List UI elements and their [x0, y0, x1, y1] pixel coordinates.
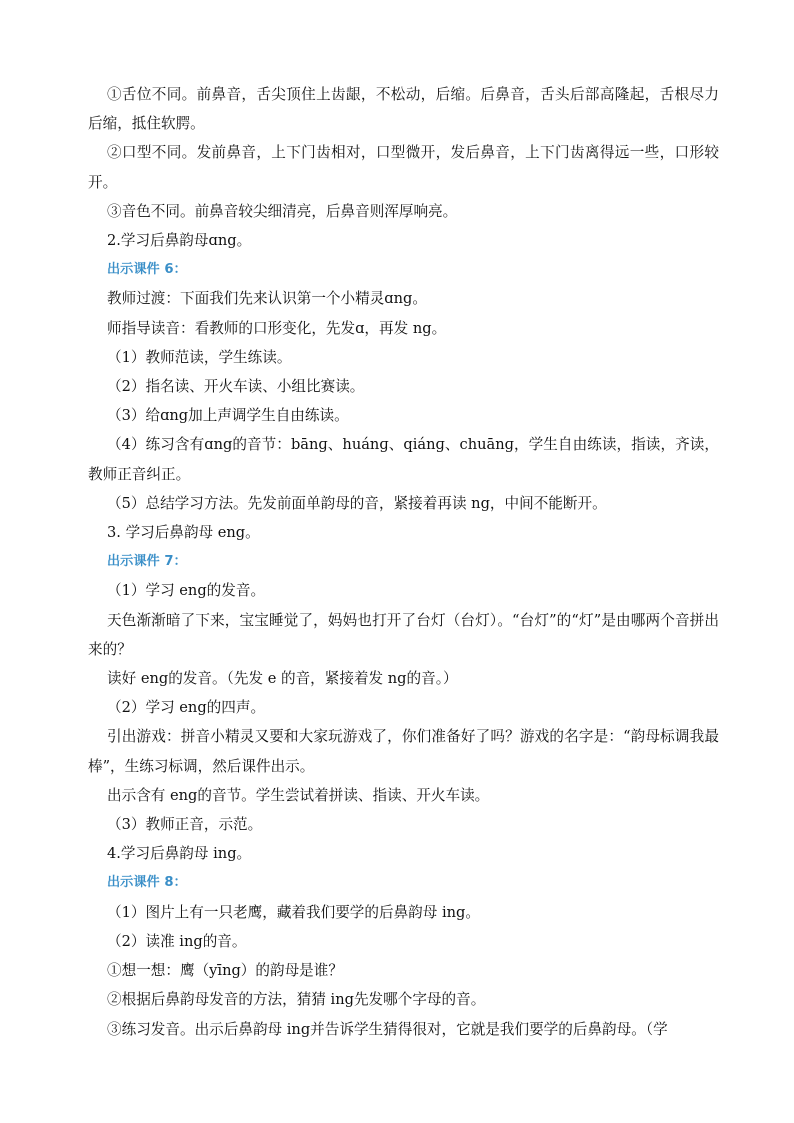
- list-item-syllables: （4）练习含有ɑng的音节：bānɡ、huánɡ、qiánɡ、chuānɡ，学生自由练读，指读，齐读，教师正音纠正。: [88, 436, 719, 483]
- paragraph-think: ①想一想：鹰（yīng）的韵母是谁？: [107, 962, 343, 980]
- document-page: [88, 80, 719, 1044]
- paragraph-eng-syllables: 出示含有 eng的音节。学生尝试着拼读、指读、开火车读。: [107, 786, 490, 804]
- courseware-label-8: 出示课件 8：: [107, 875, 187, 891]
- list-item-correct-demo: （3）教师正音，示范。: [107, 816, 263, 834]
- list-item-eagle-picture: （1）图片上有一只老鹰，藏着我们要学的后鼻韵母 ing。: [107, 903, 480, 921]
- list-item-summary: （5）总结学习方法。先发前面单韵母的音，紧接着再读 ng，中间不能断开。: [107, 494, 607, 512]
- list-item-eng-pronunciation: （1）学习 eng的发音。: [107, 582, 266, 600]
- paragraph-timbre: ③音色不同。前鼻音较尖细清亮，后鼻音则浑厚响亮。: [107, 202, 458, 220]
- paragraph-mouth-shape: ②口型不同。发前鼻音，上下门齿相对，口型微开，发后鼻音，上下门齿离得远一些，口形较开。: [88, 144, 719, 191]
- list-item-tones: （3）给ɑng加上声调学生自由练读。: [107, 407, 349, 425]
- paragraph-game-intro: 引出游戏：拼音小精灵又要和大家玩游戏了，你们准备好了吗？游戏的名字是：“韵母标调我最棒”，生练习标调，然后课件出示。: [88, 728, 719, 775]
- courseware-label-6: 出示课件 6：: [107, 262, 187, 278]
- heading-learn-ang: 2.学习后鼻韵母ɑng。: [107, 232, 252, 250]
- list-item-group-reading: （2）指名读、开火车读、小组比赛读。: [107, 378, 365, 396]
- heading-learn-ing: 4.学习后鼻韵母 ing。: [107, 845, 252, 863]
- paragraph-pronunciation-guide: 师指导读音：看教师的口形变化，先发ɑ，再发 ng。: [107, 319, 447, 337]
- paragraph-lamp-story: 天色渐渐暗了下来，宝宝睡觉了，妈妈也打开了台灯（台灯）。“台灯”的“灯”是由哪两个音拼出来的？: [88, 611, 719, 658]
- list-item-read-ing: （2）读准 ing的音。: [107, 932, 247, 950]
- list-item-eng-tones: （2）学习 eng的四声。: [107, 699, 266, 717]
- paragraph-read-eng: 读好 eng的发音。（先发 e 的音，紧接着发 ng的音。）: [107, 670, 458, 688]
- paragraph-guess: ②根据后鼻韵母发音的方法，猜猜 ing先发哪个字母的音。: [107, 991, 486, 1009]
- heading-learn-eng: 3. 学习后鼻韵母 eng。: [107, 524, 260, 542]
- list-item-model-reading: （1）教师范读，学生练读。: [107, 348, 292, 366]
- paragraph-practice: ③练习发音。出示后鼻韵母 ing并告诉学生猜得很对，它就是我们要学的后鼻韵母。（学: [107, 1020, 668, 1038]
- paragraph-tongue-position: ①舌位不同。前鼻音，舌尖顶住上齿龈，不松动，后缩。后鼻音，舌头后部高隆起，舌根尽力后缩，抵住软腭。: [88, 86, 719, 133]
- courseware-label-7: 出示课件 7：: [107, 554, 187, 570]
- paragraph-teacher-transition: 教师过渡：下面我们先来认识第一个小精灵ɑng。: [107, 290, 427, 308]
